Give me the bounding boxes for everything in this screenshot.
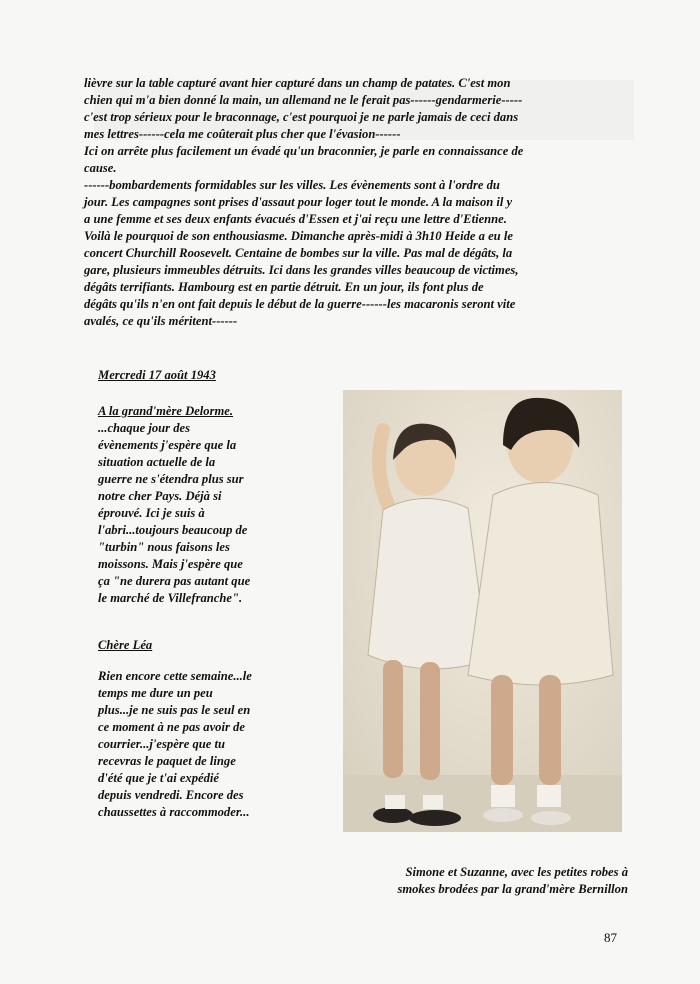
text-line: notre cher Pays. Déjà si (98, 489, 222, 503)
text-line: temps me dure un peu (98, 686, 213, 700)
photo-caption (338, 864, 628, 898)
caption-line: smokes brodées par la grand'mère Bernillon (397, 882, 628, 896)
letter-body-grandmother (98, 420, 298, 607)
text-line: c'est trop sérieux pour le braconnage, c'est pourquoi je ne parle jamais de ceci dans (84, 110, 519, 124)
text-line: Ici on arrête plus facilement un évadé qu'un braconnier, je parle en connaissance de (84, 144, 524, 158)
text-line: recevras le paquet de linge (98, 754, 236, 768)
text-line: dégâts terrifiants. Hambourg est en partie détruit. En un jour, ils font plus de (84, 280, 484, 294)
text-line: concert Churchill Roosevelt. Centaine de bombes sur la ville. Pas mal de dégâts, la (84, 246, 513, 260)
text-line: le marché de Villefranche". (98, 591, 243, 605)
letter-heading-grandmother: A la grand'mère Delorme. (98, 404, 234, 418)
text-line: avalés, ce qu'ils méritent------ (84, 314, 238, 328)
entry-date: Mercredi 17 août 1943 (98, 368, 216, 382)
text-line: éprouvé. Ici je suis à (98, 506, 205, 520)
text-line: jour. Les campagnes sont prises d'assaut pour loger tout le monde. A la maison il y (84, 195, 513, 209)
text-line: chaussettes à raccommoder... (98, 805, 250, 819)
text-line: moissons. Mais j'espère que (98, 557, 243, 571)
text-line: guerre ne s'étendra plus sur (98, 472, 244, 486)
text-line: cause. (84, 161, 117, 175)
text-line: a une femme et ses deux enfants évacués d'Essen et j'ai reçu une lettre d'Etienne. (84, 212, 507, 226)
letters-column (98, 367, 298, 821)
caption-line: Simone et Suzanne, avec les petites robes à (405, 865, 628, 879)
text-line: ------bombardements formidables sur les villes. Les évènements sont à l'ordre du (84, 178, 500, 192)
text-line: depuis vendredi. Encore des (98, 788, 244, 802)
page-number: 87 (604, 930, 617, 945)
photo-illustration (343, 390, 622, 832)
text-line: gare, plusieurs immeubles détruits. Ici dans les grandes villes beaucoup de victimes, (84, 263, 519, 277)
text-line: courrier...j'espère que tu (98, 737, 225, 751)
text-line: ça "ne durera pas autant que (98, 574, 251, 588)
text-line: ...chaque jour des (98, 421, 191, 435)
spacer (98, 654, 298, 668)
top-paragraph (84, 75, 624, 330)
text-line: situation actuelle de la (98, 455, 216, 469)
text-line: lièvre sur la table capturé avant hier capturé dans un champ de patates. C'est mon (84, 76, 511, 90)
text-line: plus...je ne suis pas le seul en (98, 703, 251, 717)
text-line: Voilà le pourquoi de son enthousiasme. Dimanche après-midi à 3h10 Heide a eu le (84, 229, 513, 243)
text-line: dégâts qu'ils n'en ont fait depuis le début de la guerre------les macaronis seront vite (84, 297, 516, 311)
text-line: mes lettres------cela me coûterait plus cher que l'évasion------ (84, 127, 401, 141)
text-line: l'abri...toujours beaucoup de (98, 523, 248, 537)
text-line: ce moment à ne pas avoir de (98, 720, 245, 734)
letter-heading-lea: Chère Léa (98, 638, 153, 652)
family-photo (343, 390, 622, 832)
text-line: évènements j'espère que la (98, 438, 237, 452)
text-line: Rien encore cette semaine...le (98, 669, 252, 683)
text-line: chien qui m'a bien donné la main, un allemand ne le ferait pas------gendarmerie----- (84, 93, 523, 107)
text-line: "turbin" nous faisons les (98, 540, 230, 554)
spacer (98, 607, 298, 637)
text-line: d'été que je t'ai expédié (98, 771, 219, 785)
letter-body-lea (98, 668, 298, 821)
